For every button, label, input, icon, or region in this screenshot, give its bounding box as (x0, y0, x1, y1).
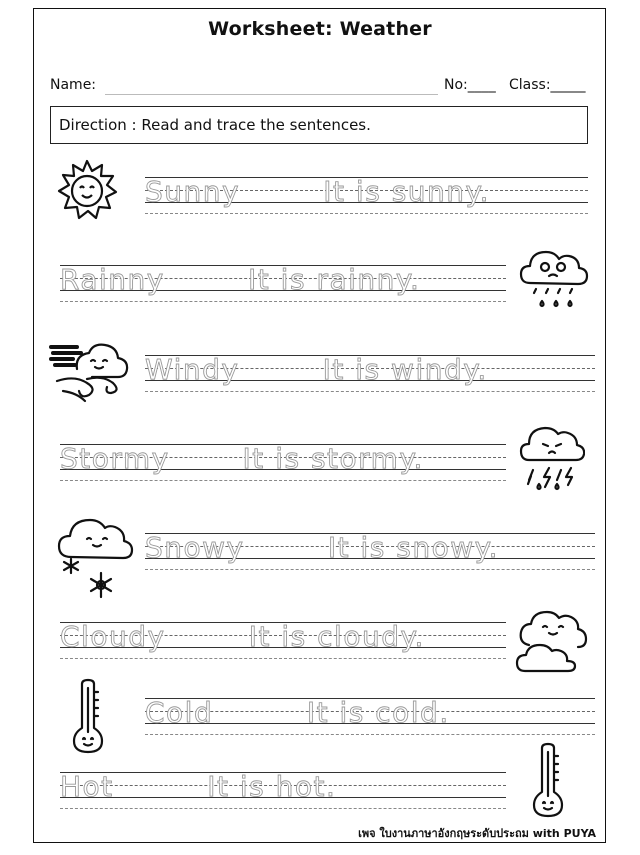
trace-sentence: Snowy It is snowy. (145, 531, 500, 564)
class-label: Class:_____ (509, 77, 586, 93)
trace-line-rainny (60, 263, 506, 303)
trace-line-cold (145, 696, 595, 736)
trace-line-snowy (145, 531, 595, 571)
trace-sentence: Hot It is hot. (60, 770, 337, 803)
storm-cloud-icon (519, 420, 585, 494)
trace-sentence: Sunny It is sunny. (145, 175, 490, 208)
number-label: No:____ (444, 77, 496, 93)
rain-cloud-icon (518, 245, 590, 315)
name-field-line[interactable] (105, 94, 438, 95)
trace-line-sunny (145, 175, 588, 215)
sun-icon (55, 158, 119, 222)
trace-line-hot (60, 770, 506, 810)
trace-line-stormy (60, 442, 506, 482)
trace-sentence: Windy It is windy. (145, 353, 488, 386)
trace-line-windy (145, 353, 595, 393)
footer-credit: เพจ ใบงานภาษาอังกฤษระดับประถม with PUYA (358, 827, 596, 840)
name-label: Name: (50, 77, 97, 93)
trace-sentence: Cold It is cold. (145, 696, 450, 729)
direction-text: Direction : Read and trace the sentences. (59, 116, 371, 134)
trace-sentence: Cloudy It is cloudy. (60, 620, 425, 653)
worksheet-title: Worksheet: Weather (208, 18, 432, 40)
trace-line-cloudy (60, 620, 506, 660)
thermometer-hot-icon (528, 742, 568, 818)
trace-sentence: Stormy It is stormy. (60, 442, 424, 475)
wind-cloud-icon (47, 333, 131, 405)
snow-cloud-icon (55, 513, 135, 603)
trace-sentence: Rainny It is rainny. (60, 263, 421, 296)
cloud-icon (515, 605, 589, 677)
direction-box (50, 106, 588, 144)
thermometer-cold-icon (68, 678, 108, 754)
